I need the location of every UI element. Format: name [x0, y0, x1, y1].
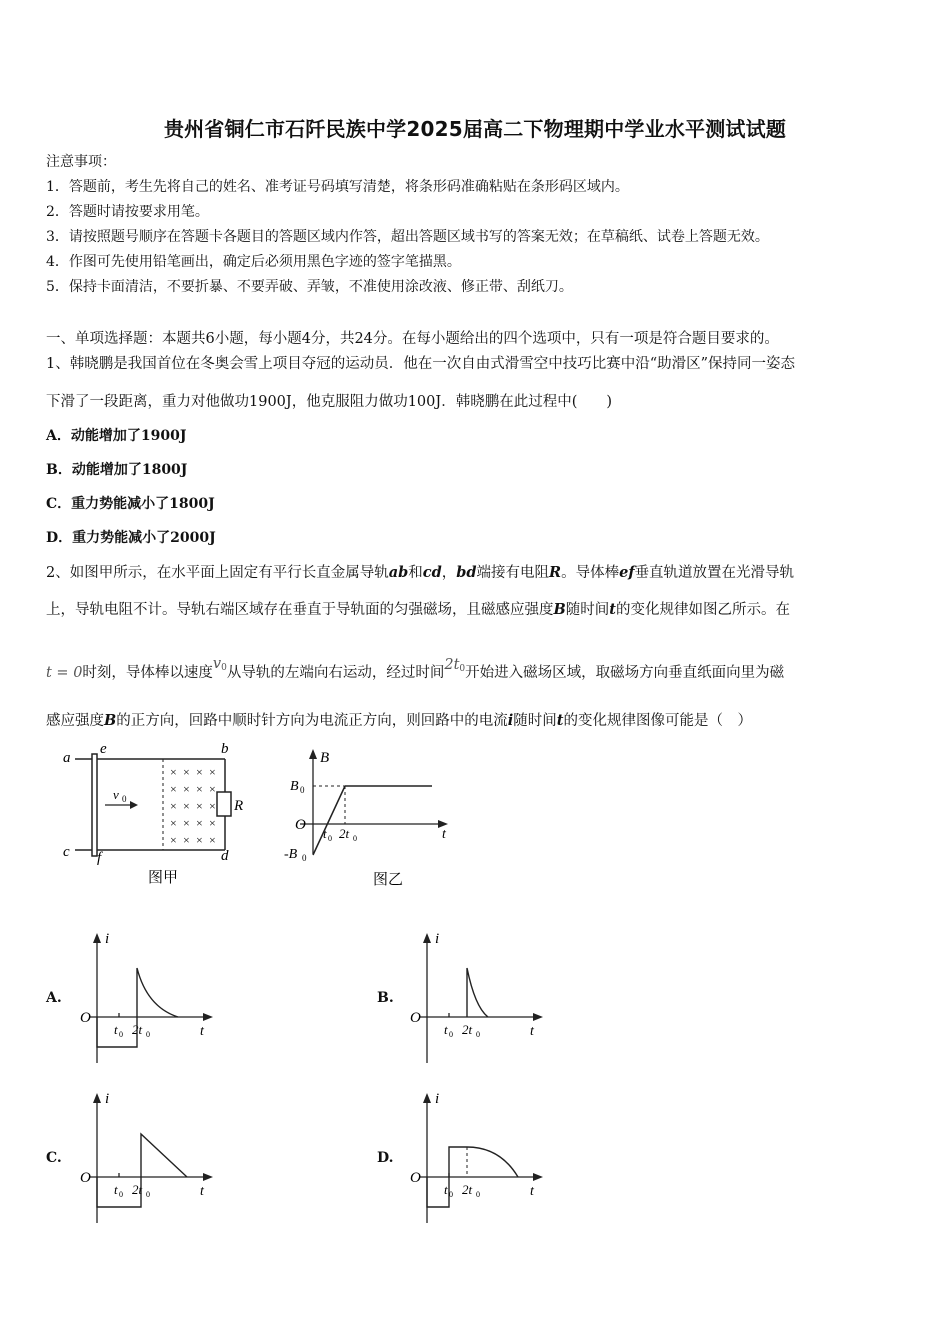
- q1-option-d: D．重力势能减小了2000J: [46, 530, 216, 546]
- tick-t0: t: [114, 1182, 118, 1197]
- field-cross: ×: [196, 799, 203, 813]
- field-cross: ×: [183, 816, 190, 830]
- note-item: 5．保持卡面清洁，不要折暴、不要弄破、弄皱，不准使用涂改液、修正带、刮纸刀。: [46, 279, 573, 295]
- q2-option-d-label: D.: [377, 1150, 394, 1166]
- graph-option-a: [75, 925, 225, 1070]
- tick-sub: 0: [476, 1030, 480, 1039]
- tick-t0: t: [444, 1022, 448, 1037]
- axis-label-i: i: [435, 1091, 440, 1107]
- svg-text:-B: -B: [284, 847, 298, 862]
- q1-option-c: C．重力势能减小了1800J: [46, 496, 215, 512]
- svg-text:v: v: [113, 787, 119, 802]
- graph-option-d: [405, 1085, 555, 1230]
- section-heading: 一、单项选择题：本题共6小题，每小题4分，共24分。在每小题给出的四个选项中，只有一项是符合题目要求的。: [46, 331, 779, 347]
- svg-text:f: f: [97, 850, 102, 866]
- tick-t0: t: [114, 1022, 118, 1037]
- note-item: 2．答题时请按要求用笔。: [46, 204, 209, 220]
- axis-label-i: i: [435, 931, 440, 947]
- field-cross: ×: [170, 816, 177, 830]
- page-title: 贵州省铜仁市石阡民族中学2025届高二下物理期中学业水平测试试题: [163, 117, 787, 141]
- svg-text:0: 0: [328, 834, 332, 843]
- q2-stem-line3: t = 0时刻，导体棒以速度$v^0$从导轨的左端向右运动，经过时间$2t^0$开始进入磁场区域，取磁场方向垂直纸面向里为磁: [46, 656, 785, 681]
- origin-label: O: [410, 1170, 421, 1186]
- figure-yi-caption: 图乙: [373, 872, 404, 888]
- tick-sub: 0: [476, 1190, 480, 1199]
- field-cross: ×: [170, 833, 177, 847]
- magnetic-field-crosses: [170, 765, 216, 847]
- q1-option-b: B．动能增加了1800J: [46, 462, 188, 478]
- tick-2t0: 2t: [462, 1022, 473, 1037]
- note-item: 1．答题前，考生先将自己的姓名、准考证号码填写清楚，将条形码准确粘贴在条形码区域内。: [46, 179, 629, 195]
- tick-2t0: 2t: [132, 1022, 143, 1037]
- q2-option-b-label: B.: [377, 990, 394, 1006]
- svg-text:O: O: [295, 817, 306, 833]
- q2-stem-line1: 2、如图甲所示，在水平面上固定有平行长直金属导轨ab和cd，bd端接有电阻R。导体棒ef垂直轨道放置在光滑导轨: [46, 564, 795, 581]
- note-item: 4．作图可先使用铅笔画出，确定后必须用黑色字迹的签字笔描黑。: [46, 254, 461, 270]
- q2-stem-line2: 上，导轨电阻不计。导轨右端区域存在垂直于导轨面的匀强磁场，且磁感应强度B随时间t的变化规律如图乙所示。在: [46, 601, 790, 618]
- tick-sub: 0: [449, 1030, 453, 1039]
- field-cross: ×: [196, 816, 203, 830]
- q1-option-a: A．动能增加了1900J: [46, 428, 187, 444]
- field-cross: ×: [209, 816, 216, 830]
- svg-text:a: a: [63, 750, 71, 766]
- field-cross: ×: [209, 799, 216, 813]
- axis-label-i: i: [105, 1091, 110, 1107]
- field-cross: ×: [170, 782, 177, 796]
- notes-header: 注意事项：: [46, 154, 116, 170]
- field-cross: ×: [183, 799, 190, 813]
- origin-label: O: [80, 1010, 91, 1026]
- svg-text:0: 0: [353, 834, 357, 843]
- q2-option-c-label: C.: [46, 1150, 62, 1166]
- svg-text:2t: 2t: [339, 826, 350, 841]
- svg-text:d: d: [221, 848, 229, 864]
- q2-option-a-label: A.: [46, 990, 62, 1006]
- tick-sub: 0: [119, 1190, 123, 1199]
- svg-text:t: t: [442, 827, 446, 842]
- field-cross: ×: [196, 833, 203, 847]
- graph-option-c: [75, 1085, 225, 1230]
- q1-stem-line1: 1、韩晓鹏是我国首位在冬奥会雪上项目夺冠的运动员．他在一次自由式滑雪空中技巧比赛中沿“助滑区”保持同一姿态: [46, 356, 796, 372]
- field-cross: ×: [170, 799, 177, 813]
- axis-label-t: t: [200, 1024, 204, 1039]
- tick-sub: 0: [146, 1190, 150, 1199]
- tick-sub: 0: [449, 1190, 453, 1199]
- field-cross: ×: [183, 833, 190, 847]
- field-cross: ×: [183, 765, 190, 779]
- origin-label: O: [80, 1170, 91, 1186]
- svg-text:B: B: [290, 779, 299, 794]
- field-cross: ×: [209, 765, 216, 779]
- field-cross: ×: [170, 765, 177, 779]
- q1-stem-line2: 下滑了一段距离，重力对他做功1900J，他克服阻力做功100J．韩晓鹏在此过程中( ): [46, 394, 613, 410]
- svg-text:0: 0: [122, 794, 127, 804]
- svg-text:R: R: [234, 798, 244, 814]
- field-cross: ×: [196, 765, 203, 779]
- tick-2t0: 2t: [462, 1182, 473, 1197]
- svg-text:b: b: [221, 742, 229, 757]
- svg-text:0: 0: [302, 853, 307, 863]
- axis-label-t: t: [530, 1024, 534, 1039]
- svg-text:e: e: [100, 742, 107, 757]
- origin-label: O: [410, 1010, 421, 1026]
- field-cross: ×: [183, 782, 190, 796]
- resistor: [217, 792, 231, 816]
- tick-t0: t: [444, 1182, 448, 1197]
- conductor-rod: [92, 754, 97, 856]
- note-item: 3．请按照题号顺序在答题卡各题目的答题区域内作答，超出答题区域书写的答案无效；在草稿纸、试卷上答题无效。: [46, 229, 769, 245]
- figure-yi: [280, 742, 460, 892]
- axis-label-t: t: [200, 1184, 204, 1199]
- q2-stem-line4: 感应强度B的正方向，回路中顺时针方向为电流正方向，则回路中的电流i随时间t的变化规律图像可能是（ ）: [46, 712, 752, 729]
- figure-jia: [60, 742, 260, 892]
- field-cross: ×: [196, 782, 203, 796]
- field-cross: ×: [209, 833, 216, 847]
- tick-sub: 0: [119, 1030, 123, 1039]
- svg-text:0: 0: [300, 785, 305, 795]
- svg-text:c: c: [63, 844, 70, 860]
- svg-text:B: B: [320, 750, 330, 766]
- axis-label-t: t: [530, 1184, 534, 1199]
- figure-jia-caption: 图甲: [148, 870, 179, 886]
- tick-sub: 0: [146, 1030, 150, 1039]
- axis-label-i: i: [105, 931, 110, 947]
- svg-text:t: t: [323, 826, 327, 841]
- field-cross: ×: [209, 782, 216, 796]
- tick-2t0: 2t: [132, 1182, 143, 1197]
- graph-option-b: [405, 925, 555, 1070]
